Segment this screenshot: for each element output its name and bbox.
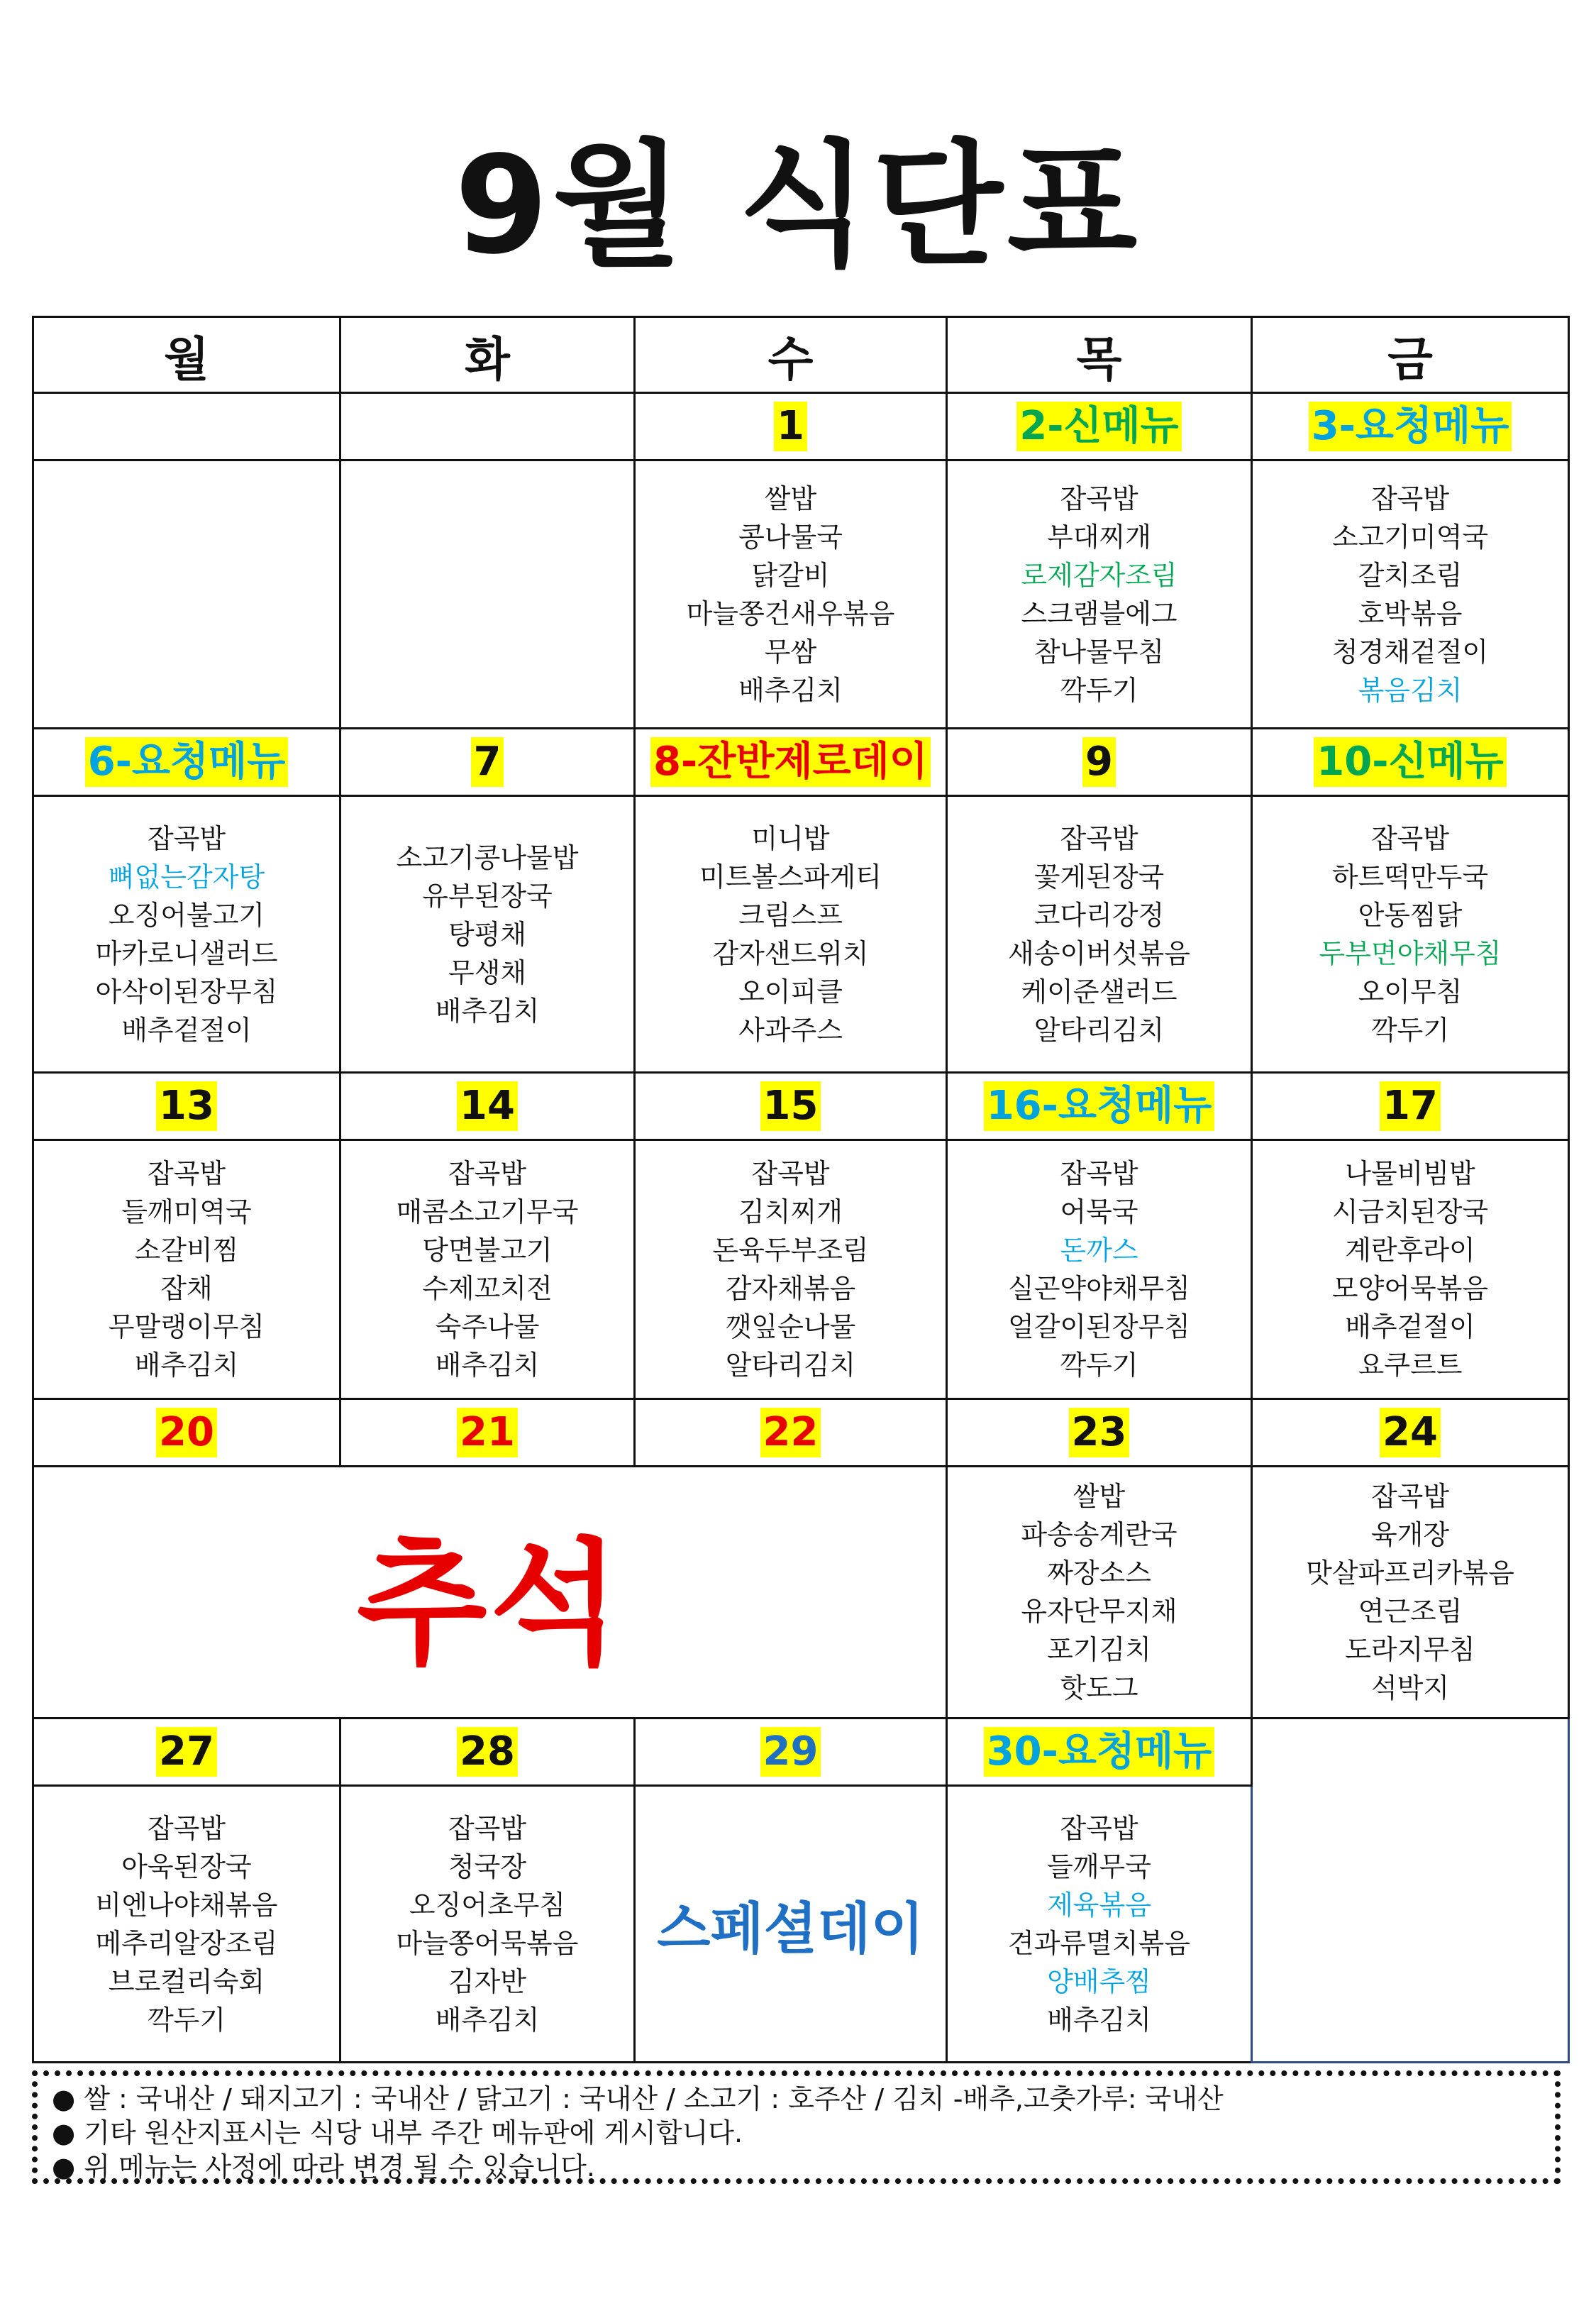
menu-item: 배추김치 (435, 1350, 540, 1381)
holiday-cell: 추석 (33, 1467, 947, 1719)
date-label: 24 (1380, 1408, 1441, 1457)
menu-cell (947, 460, 1252, 729)
menu-item: 잡곡밥 (147, 822, 226, 854)
menu-item: 당면불고기 (422, 1235, 553, 1266)
menu-cell (1252, 796, 1569, 1073)
menu-cell (947, 1140, 1252, 1399)
date-cell (947, 1073, 1252, 1140)
menu-item: 오징어불고기 (108, 899, 265, 931)
menu-item: 파송송계란국 (1021, 1519, 1177, 1550)
menu-item: 부대찌개 (1047, 521, 1151, 553)
date-label: 28 (457, 1727, 518, 1777)
menu-item: 오이무침 (1358, 976, 1463, 1008)
menu-item: 갈치조림 (1358, 559, 1463, 591)
menu-item: 김자반 (448, 1965, 527, 1997)
date-label: 21 (457, 1408, 518, 1457)
menu-item: 요쿠르트 (1358, 1350, 1463, 1381)
menu-item: 깍두기 (1060, 674, 1138, 706)
menu-item: 볶음김치 (1358, 674, 1463, 706)
menu-item: 감자샌드위치 (712, 937, 869, 969)
date-label: 16-요청메뉴 (984, 1081, 1215, 1131)
menu-item: 무생채 (448, 956, 527, 988)
date-cell (635, 1073, 947, 1140)
special-day-cell: 스페셜데이 (635, 1786, 947, 2063)
menu-item: 들깨미역국 (121, 1196, 252, 1228)
menu-cell (340, 460, 635, 729)
date-label: 13 (156, 1081, 217, 1131)
date-label: 9 (1082, 737, 1116, 787)
menu-item: 도라지무침 (1345, 1634, 1475, 1665)
menu-row (33, 1140, 1569, 1399)
menu-item: 잡곡밥 (1370, 1481, 1450, 1512)
date-cell (635, 729, 947, 796)
menu-item: 숙주나물 (435, 1311, 540, 1342)
date-row (33, 1399, 1569, 1467)
menu-item: 유부된장국 (422, 880, 553, 912)
menu-cell (33, 796, 340, 1073)
menu-item: 육개장 (1370, 1519, 1450, 1550)
date-cell (635, 393, 947, 460)
menu-cell (33, 460, 340, 729)
menu-item: 사과주스 (738, 1014, 843, 1046)
menu-item: 잡곡밥 (147, 1158, 226, 1189)
menu-item: 오징어초무침 (409, 1889, 566, 1921)
menu-item: 얼갈이된장무침 (1008, 1311, 1190, 1342)
date-row (33, 1073, 1569, 1140)
menu-item: 배추김치 (435, 2004, 540, 2036)
date-label: 17 (1380, 1081, 1441, 1131)
menu-item: 김치찌개 (738, 1196, 843, 1228)
menu-item: 깍두기 (1370, 1014, 1450, 1046)
date-label: 30-요청메뉴 (984, 1727, 1215, 1777)
menu-item: 알타리김치 (1033, 1014, 1165, 1046)
menu-item: 핫도그 (1060, 1672, 1138, 1704)
menu-item: 수제꼬치전 (422, 1273, 553, 1304)
menu-item: 맛살파프리카볶음 (1306, 1557, 1514, 1589)
menu-item: 깍두기 (147, 2004, 226, 2036)
menu-item: 메추리알장조림 (95, 1927, 278, 1959)
date-row (33, 729, 1569, 796)
menu-cell (1252, 1467, 1569, 1719)
menu-item: 깍두기 (1060, 1350, 1138, 1381)
menu-item: 쌀밥 (764, 482, 817, 514)
weekday-thu: 목 (947, 317, 1252, 393)
date-cell (340, 729, 635, 796)
menu-item: 안동찜닭 (1358, 899, 1463, 931)
menu-item: 쌀밥 (1073, 1481, 1126, 1512)
date-row (33, 1719, 1569, 1786)
menu-cell (340, 1786, 635, 2063)
menu-row (33, 796, 1569, 1073)
menu-item: 무말랭이무침 (108, 1311, 265, 1342)
menu-item: 잡곡밥 (1060, 1158, 1138, 1189)
menu-item: 새송이버섯볶음 (1008, 937, 1190, 969)
note-origin: ● 쌀 : 국내산 / 돼지고기 : 국내산 / 닭고기 : 국내산 / 소고기 : 호주산 / 김치 -배추,고춧가루: 국내산 (52, 2083, 1224, 2114)
calendar-body (33, 393, 1569, 2063)
note-change: ● 위 메뉴는 사정에 따라 변경 될 수 있습니다. (52, 2151, 595, 2183)
date-label: 14 (457, 1081, 518, 1131)
menu-item: 돈육두부조림 (712, 1235, 869, 1266)
menu-item: 마카로니샐러드 (95, 937, 278, 969)
menu-item: 스크램블에그 (1021, 597, 1177, 629)
empty-friday-cell (1252, 1719, 1569, 2063)
date-label: 6-요청메뉴 (85, 737, 289, 787)
menu-item: 마늘쫑건새우볶음 (686, 597, 895, 629)
menu-item: 계란후라이 (1345, 1235, 1475, 1266)
menu-item: 유자단무지채 (1021, 1596, 1177, 1627)
menu-item: 미트볼스파게티 (699, 861, 882, 893)
menu-item: 연근조림 (1358, 1596, 1463, 1627)
menu-item: 청국장 (448, 1850, 527, 1882)
menu-item: 잡곡밥 (147, 1812, 226, 1844)
date-label: 2-신메뉴 (1016, 402, 1182, 451)
date-label: 20 (156, 1408, 217, 1457)
menu-item: 나물비빔밥 (1345, 1158, 1475, 1189)
menu-row (33, 1467, 1569, 1719)
menu-cell (1252, 1140, 1569, 1399)
date-cell (33, 729, 340, 796)
weekday-tue: 화 (340, 317, 635, 393)
note-board: ● 기타 원산지표시는 식당 내부 주간 메뉴판에 게시합니다. (52, 2117, 743, 2148)
menu-item: 아욱된장국 (121, 1850, 252, 1882)
menu-cell (635, 460, 947, 729)
menu-item: 석박지 (1370, 1672, 1450, 1704)
menu-item: 소갈비찜 (134, 1235, 239, 1266)
date-label: 23 (1069, 1408, 1130, 1457)
date-cell (1252, 729, 1569, 796)
date-cell (1252, 1073, 1569, 1140)
meal-calendar-table (32, 316, 1570, 2063)
menu-item: 호박볶음 (1358, 597, 1463, 629)
date-row (33, 393, 1569, 460)
date-label: 3-요청메뉴 (1309, 402, 1512, 451)
menu-item: 잡곡밥 (1370, 822, 1450, 854)
menu-cell (33, 1140, 340, 1399)
menu-cell (1252, 460, 1569, 729)
menu-item: 꽃게된장국 (1033, 861, 1165, 893)
menu-item: 콩나물국 (738, 521, 843, 553)
date-cell (33, 393, 340, 460)
menu-item: 크림스프 (738, 899, 843, 931)
menu-item: 잡곡밥 (1060, 1812, 1138, 1844)
menu-item: 미니밥 (751, 822, 830, 854)
menu-item: 소고기미역국 (1331, 521, 1489, 553)
menu-item: 배추김치 (738, 674, 843, 706)
date-label: 1 (774, 402, 807, 451)
menu-item: 어묵국 (1060, 1196, 1138, 1228)
menu-item: 아삭이된장무침 (95, 976, 278, 1008)
menu-item: 청경채겉절이 (1331, 636, 1489, 668)
menu-item: 뼈없는감자탕 (108, 861, 265, 893)
date-cell (33, 1719, 340, 1786)
menu-item: 두부면야채무침 (1319, 937, 1502, 969)
date-cell (33, 1073, 340, 1140)
date-label: 10-신메뉴 (1314, 737, 1506, 787)
date-cell (340, 1719, 635, 1786)
menu-item: 잡곡밥 (751, 1158, 830, 1189)
menu-item: 양배추찜 (1047, 1965, 1151, 1997)
menu-item: 닭갈비 (751, 559, 830, 591)
date-label: 22 (760, 1408, 821, 1457)
menu-item: 알타리김치 (725, 1350, 856, 1381)
menu-item: 무쌈 (764, 636, 817, 668)
date-cell (340, 393, 635, 460)
menu-item: 소고기콩나물밥 (396, 842, 579, 873)
menu-cell (947, 796, 1252, 1073)
date-cell (340, 1073, 635, 1140)
date-label: 27 (156, 1727, 217, 1777)
date-cell (1252, 393, 1569, 460)
weekday-mon: 월 (33, 317, 340, 393)
menu-cell (33, 1786, 340, 2063)
date-cell (947, 393, 1252, 460)
date-label: 8-잔반제로데이 (650, 737, 931, 787)
date-cell (635, 1399, 947, 1467)
menu-item: 마늘쫑어묵볶음 (396, 1927, 579, 1959)
date-label: 7 (471, 737, 504, 787)
date-cell (33, 1399, 340, 1467)
menu-item: 잡채 (160, 1273, 213, 1304)
date-cell (947, 1719, 1252, 1786)
menu-item: 배추겉절이 (1345, 1311, 1475, 1342)
menu-cell (340, 796, 635, 1073)
menu-cell (340, 1140, 635, 1399)
weekday-fri: 금 (1252, 317, 1569, 393)
menu-item: 포기김치 (1047, 1634, 1151, 1665)
menu-item: 브로컬리숙회 (108, 1965, 265, 1997)
menu-item: 코다리강정 (1033, 899, 1165, 931)
page-title: 9월 식단표 (454, 127, 1142, 284)
menu-item: 깻잎순나물 (725, 1311, 856, 1342)
date-cell (635, 1719, 947, 1786)
menu-item: 견과류멸치볶음 (1008, 1927, 1190, 1959)
date-label: 29 (760, 1727, 821, 1777)
date-cell (340, 1399, 635, 1467)
menu-item: 시금치된장국 (1331, 1196, 1489, 1228)
menu-item: 배추김치 (1047, 2004, 1151, 2036)
date-cell (1252, 1399, 1569, 1467)
menu-item: 실곤약야채무침 (1008, 1273, 1190, 1304)
menu-item: 모양어묵볶음 (1331, 1273, 1489, 1304)
menu-cell (635, 796, 947, 1073)
menu-item: 잡곡밥 (448, 1812, 527, 1844)
menu-item: 감자채볶음 (725, 1273, 856, 1304)
menu-item: 돈까스 (1060, 1235, 1138, 1266)
menu-item: 케이준샐러드 (1021, 976, 1177, 1008)
menu-item: 들깨무국 (1047, 1850, 1151, 1882)
menu-item: 탕평채 (448, 918, 527, 950)
menu-item: 배추겉절이 (121, 1014, 252, 1046)
menu-cell (635, 1140, 947, 1399)
menu-item: 참나물무침 (1033, 636, 1165, 668)
weekday-wed: 수 (635, 317, 947, 393)
menu-item: 배추김치 (134, 1350, 239, 1381)
menu-item: 로제감자조림 (1021, 559, 1177, 591)
menu-row (33, 460, 1569, 729)
menu-item: 잡곡밥 (448, 1158, 527, 1189)
notes-box (32, 2070, 1561, 2184)
menu-item: 잡곡밥 (1370, 482, 1450, 514)
date-label: 15 (760, 1081, 821, 1131)
menu-item: 하트떡만두국 (1331, 861, 1489, 893)
menu-item: 오이피클 (738, 976, 843, 1008)
menu-item: 매콤소고기무국 (396, 1196, 579, 1228)
menu-item: 제육볶음 (1047, 1889, 1151, 1921)
date-cell (947, 729, 1252, 796)
menu-item: 잡곡밥 (1060, 482, 1138, 514)
menu-item: 비엔나야채볶음 (95, 1889, 278, 1921)
menu-item: 잡곡밥 (1060, 822, 1138, 854)
date-cell (947, 1399, 1252, 1467)
weekday-header-row (33, 317, 1569, 393)
menu-item: 배추김치 (435, 995, 540, 1027)
menu-cell (947, 1786, 1252, 2063)
menu-item: 짜장소스 (1047, 1557, 1151, 1589)
menu-cell (947, 1467, 1252, 1719)
